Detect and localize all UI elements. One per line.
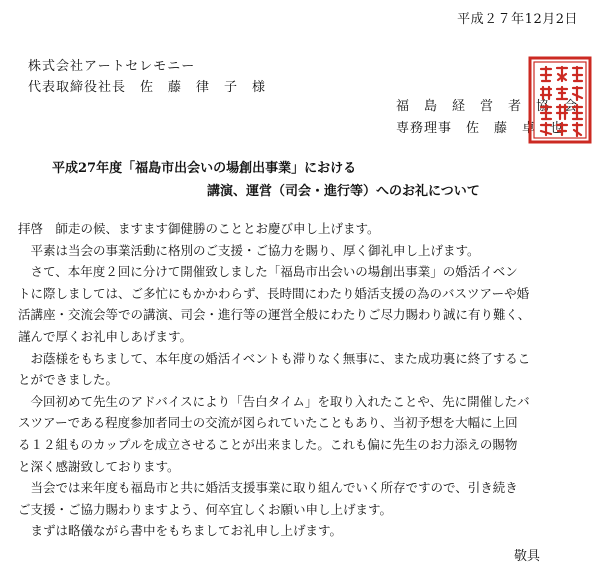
body-line: まずは略儀ながら書中をもちましてお礼申し上げます。 (18, 523, 343, 539)
document-date: 平成２７年12月2日 (457, 12, 578, 27)
body-line: 活講座・交流会等での講演、司会・進行等の運営全般にわたりご尽力賜わり誠に有り難く、 (18, 307, 531, 323)
body-line: 平素は当会の事業活動に格別のご支援・ご協力を賜り、厚く御礼申し上げます。 (18, 242, 480, 258)
subject-title-line-2: 講演、運営（司会・進行等）へのお礼について (207, 184, 480, 199)
body-line: 今回初めて先生のアドバイスにより「告白タイム」を取り入れたことや、先に開催したバ (18, 393, 530, 409)
closing-remark: 敬具 (513, 549, 540, 564)
sender-name: 専務理事 佐 藤 卓 也 (396, 121, 565, 136)
body-line: とができました。 (18, 372, 119, 388)
body-line: スツアーである程度参加者同士の交流が図られていたこともあり、当初予想を大幅に上回 (18, 415, 518, 431)
sender-organization: 福 島 経 営 者 協 会 (396, 99, 579, 114)
body-line: ご支援・ご協力賜わりますよう、何卒宜しくお願い申し上げます。 (18, 501, 393, 517)
body-line: お蔭様をもちまして、本年度の婚活イベントも滞りなく無事に、また成功裏に終了するこ (18, 350, 531, 366)
official-seal-icon (527, 55, 593, 145)
recipient-company: 株式会社アートセレモニー (28, 59, 196, 74)
recipient-name: 代表取締役社長 佐 藤 律 子 様 (28, 80, 267, 95)
body-line: さて、本年度２回に分けて開催致しました「福島市出会いの場創出事業」の婚活イベン (18, 264, 518, 280)
body-line: 謹んで厚くお礼申しあげます。 (18, 328, 193, 344)
body-line: 拝啓 師走の候、ますます御健勝のこととお慶び申し上げます。 (18, 221, 380, 236)
body-line: 当会では来年度も福島市と共に婚活支援事業に取り組んでいく所存ですので、引き続き (18, 480, 518, 496)
subject-title-line-1: 平成27年度「福島市出会いの場創出事業」における (52, 161, 357, 176)
letter-body (18, 218, 590, 542)
body-line: トに際しましては、ご多忙にもかかわらず、長時間にわたり婚活支援の為のバスツアーや婚 (18, 285, 530, 301)
body-line: と深く感謝致しております。 (18, 458, 180, 474)
body-line: る１２組ものカップルを成立させることが出来ました。これも偏に先生のお力添えの賜物 (18, 436, 518, 452)
